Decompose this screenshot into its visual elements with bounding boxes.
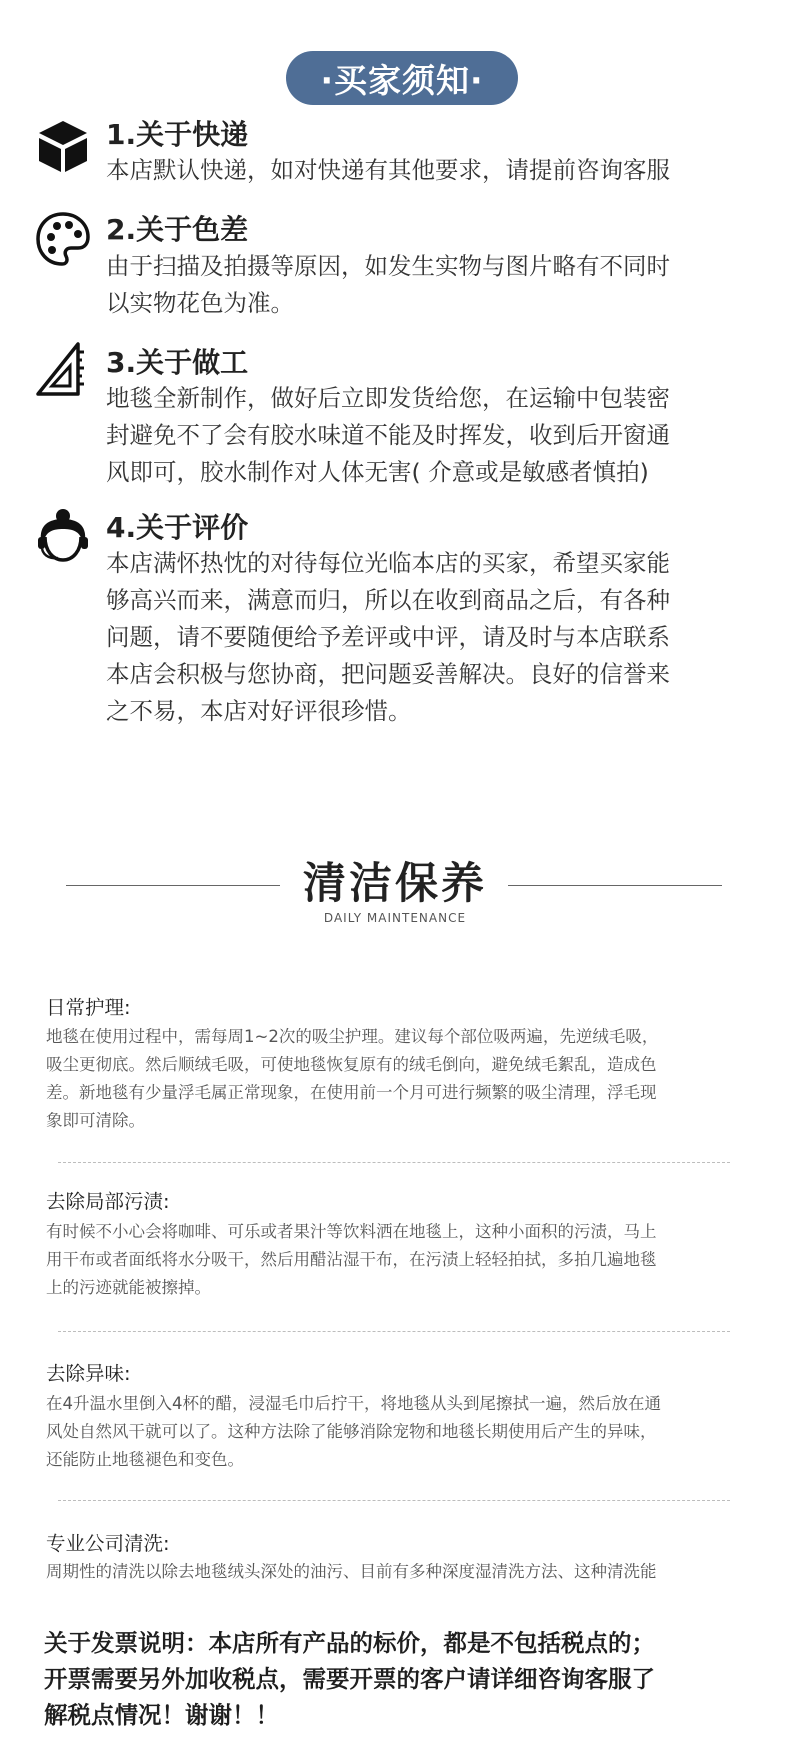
maintenance-item-title: 去除局部污渍:: [46, 1190, 170, 1213]
invoice-notice: 关于发票说明：本店所有产品的标价，都是不包括税点的； 开票需要另外加收税点，需要开票的客户请详细咨询客服了 解税点情况！谢谢！！: [44, 1629, 655, 1729]
section-title: 2.关于色差: [106, 213, 249, 246]
dashed-divider: [58, 1162, 730, 1163]
dashed-divider: [58, 1331, 730, 1332]
section-body: 本店满怀热忱的对待每位光临本店的买家，希望买家能 够高兴而来，满意而归，所以在收到商品之后，有各种 问题，请不要随便给予差评或中评，请及时与本店联系 本店会积极与您协商，把问题妥善解决。良好的信誉来 之不易，本店对好评很珍惜。: [106, 549, 670, 725]
maintenance-title: 清洁保养: [303, 859, 487, 909]
maintenance-item-title: 专业公司清洗:: [46, 1532, 170, 1555]
section-body: 本店默认快递，如对快递有其他要求，请提前咨询客服: [106, 156, 670, 184]
dashed-divider: [58, 1500, 730, 1501]
maintenance-subtitle: DAILY MAINTENANCE: [323, 911, 467, 925]
customer-service-icon: [34, 507, 92, 565]
maintenance-item-title: 去除异味:: [46, 1362, 131, 1385]
ruler-triangle-icon: [34, 340, 92, 398]
palette-icon: [34, 210, 92, 268]
buyer-notice-title: ·买家须知·: [286, 51, 518, 105]
section-body: 由于扫描及拍摄等原因，如发生实物与图片略有不同时 以实物花色为准。: [106, 252, 670, 317]
section-title: 3.关于做工: [106, 346, 249, 379]
section-title: 1.关于快递: [106, 118, 249, 151]
maintenance-item-body: 周期性的清洗以除去地毯绒头深处的油污、目前有多种深度湿清洗方法、这种清洗能: [46, 1562, 657, 1581]
maintenance-item-title: 日常护理:: [46, 996, 131, 1019]
section-body: 地毯全新制作，做好后立即发货给您，在运输中包装密 封避免不了会有胶水味道不能及时挥发，收到后开窗通 风即可，胶水制作对人体无害( 介意或是敏感者慎拍): [106, 384, 670, 486]
section-title: 4.关于评价: [106, 511, 249, 544]
package-box-icon: [34, 117, 92, 175]
maintenance-item-body: 地毯在使用过程中，需每周1~2次的吸尘护理。建议每个部位吸两遍，先逆绒毛吸， 吸尘更彻底。然后顺绒毛吸，可使地毯恢复原有的绒毛倒向，避免绒毛絮乱，造成色 差。新地毯有少量浮毛属正常现象，在使用前一个月可进行频繁的吸尘清理，浮毛现 象即可清除。: [46, 1027, 659, 1130]
maintenance-item-body: 在4升温水里倒入4杯的醋，浸湿毛巾后拧干，将地毯从头到尾擦拭一遍，然后放在通 风处自然风干就可以了。这种方法除了能够消除宠物和地毯长期使用后产生的异味， 还能防止地毯褪色和变色。: [46, 1394, 661, 1469]
maintenance-item-body: 有时候不小心会将咖啡、可乐或者果汁等饮料洒在地毯上，这种小面积的污渍，马上 用干布或者面纸将水分吸干，然后用醋沾湿干布，在污渍上轻轻拍拭，多拍几遍地毯 上的污迹就能被擦掉。: [46, 1222, 657, 1297]
